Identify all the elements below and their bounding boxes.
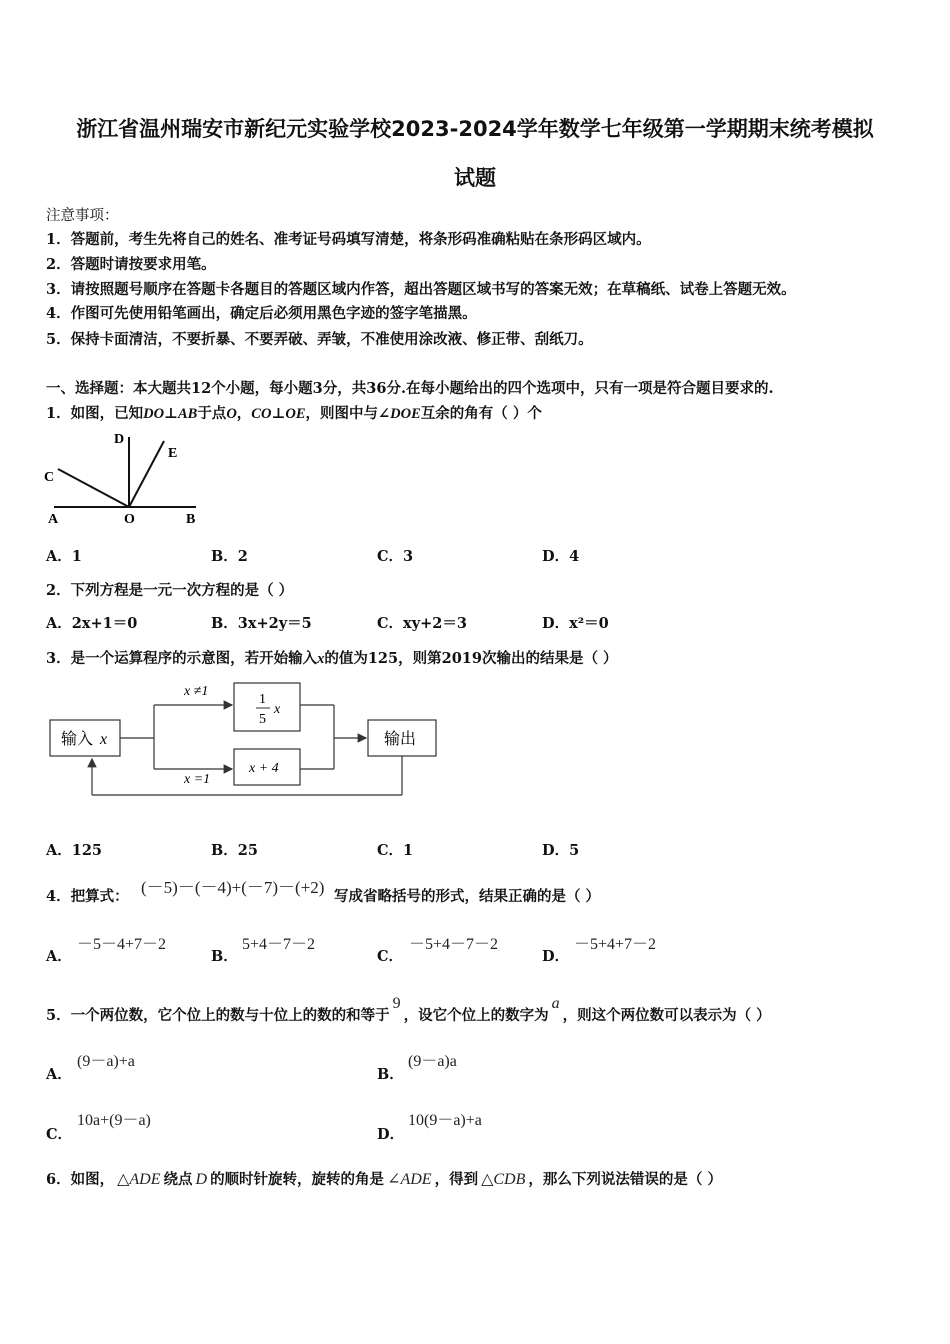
q3-option-a[interactable]: A．125 (46, 842, 103, 859)
q1-option-d[interactable]: D．4 (542, 548, 580, 565)
q3-var-x: x (317, 651, 325, 667)
q4-text-b: 写成省略括号的形式，结果正确的是（ ） (334, 888, 601, 905)
q2-d-label: D． (542, 615, 570, 632)
q5-option-b-expr: (9－a)a (408, 1053, 457, 1070)
q5-text-c: ，则这个两位数可以表示为（ ） (562, 1007, 771, 1024)
q5-nine: 9 (392, 995, 401, 1012)
q2-option-c[interactable] (377, 612, 467, 633)
question-6-stem (46, 1168, 722, 1189)
q6-text-c: 的顺时针旋转，旋转的角是 (210, 1171, 385, 1188)
q3-text-b: 的值为125，则第2019次输出的结果是（ ） (324, 650, 618, 667)
q5-option-c-label[interactable]: C． (46, 1126, 73, 1143)
question-3-stem (46, 647, 618, 668)
q1-label-e: E (168, 446, 178, 461)
q4-option-d-label[interactable]: D． (542, 948, 570, 965)
q1-text-g: ，则图中与∠ (305, 405, 391, 422)
q2-b-expr: 3x+2y＝5 (237, 615, 312, 632)
q3-input-label: 输入 (61, 731, 94, 748)
q5-option-d-label[interactable]: D． (377, 1126, 405, 1143)
q2-c-expr: xy+2＝3 (403, 615, 467, 632)
q1-text-i: 互余的角有（ ）个 (420, 405, 542, 422)
q3-input-var: x (100, 731, 108, 748)
q3-add-expr: x + 4 (249, 761, 279, 776)
q2-option-a[interactable] (46, 612, 137, 633)
q4-text-a: 4．把算式： (46, 888, 129, 905)
q4-option-c-expr: －5+4－7－2 (409, 936, 499, 953)
q2-a-expr: 2x+1＝0 (71, 615, 138, 632)
q2-option-b[interactable] (211, 612, 312, 633)
page-title-line2: 试题 (454, 166, 496, 190)
page-title-line1: 浙江省温州瑞安市新纪元实验学校2023-2024学年数学七年级第一学期期末统考模拟 (76, 117, 874, 141)
q1-option-b[interactable]: B．2 (211, 548, 248, 565)
question-5-stem (46, 995, 771, 1025)
q1-label-c: C (44, 470, 55, 485)
notice-item-1: 1．答题前，考生先将自己的姓名、准考证号码填写清楚，将条形码准确粘贴在条形码区域内。 (46, 231, 651, 248)
q1-option-c[interactable]: C．3 (377, 548, 414, 565)
q3-divide-box (234, 683, 300, 731)
q6-angle-ade: ∠ADE (387, 1171, 432, 1188)
q5-option-a-label[interactable]: A． (46, 1066, 72, 1083)
notice-item-5: 5．保持卡面清洁，不要折暴、不要弄破、弄皱，不准使用涂改液、修正带、刮纸刀。 (46, 331, 593, 348)
q3-option-c[interactable]: C．1 (377, 842, 414, 859)
q5-var-a: a (551, 995, 560, 1012)
q4-option-a-label[interactable]: A． (46, 948, 72, 965)
q6-triangle-ade: △ADE (117, 1171, 161, 1188)
q1-figure (40, 425, 220, 535)
q5-option-a-expr: (9－a)+a (77, 1053, 135, 1070)
q1-label-o: O (124, 512, 135, 527)
q1-point-o: O (226, 406, 237, 422)
q3-option-d[interactable]: D．5 (542, 842, 580, 859)
q1-text-a: 1．如图，已知 (46, 405, 144, 422)
q4-option-c-label[interactable]: C． (377, 948, 404, 965)
q3-frac-num: 1 (259, 692, 266, 707)
notice-item-4: 4．作图可先使用铅笔画出，确定后必须用黑色字迹的签字笔描黑。 (46, 305, 477, 322)
q4-expression: (－5)－(－4)+(－7)－(+2) (141, 878, 325, 897)
q2-a-label: A． (46, 615, 72, 632)
q1-option-a[interactable]: A．1 (46, 548, 82, 565)
q3-output-label: 输出 (384, 731, 417, 748)
q3-text-a: 3．是一个运算程序的示意图，若开始输入 (46, 650, 318, 667)
q1-label-d: D (114, 432, 125, 447)
q1-perp-1: DO⊥AB (143, 406, 198, 422)
q3-option-b[interactable]: B．25 (211, 842, 258, 859)
notice-item-2: 2．答题时请按要求用笔。 (46, 256, 216, 273)
q4-option-a-expr: －5－4+7－2 (77, 936, 167, 953)
q6-text-b: 绕点 (163, 1171, 193, 1188)
q6-text-d: ，得到 (434, 1171, 479, 1188)
notice-heading: 注意事项： (46, 208, 119, 224)
q6-triangle-cdb: △CDB (481, 1171, 526, 1188)
q4-option-d-expr: －5+4+7－2 (574, 936, 657, 953)
q3-flow-diagram (44, 675, 444, 800)
q1-angle: DOE (390, 406, 421, 422)
q5-option-c-expr: 10a+(9－a) (77, 1112, 151, 1129)
question-2-stem: 2．下列方程是一元一次方程的是（ ） (46, 582, 294, 599)
q1-label-a: A (48, 512, 59, 527)
q2-b-label: B． (211, 615, 238, 632)
q5-text-b: ，设它个位上的数字为 (403, 1007, 549, 1024)
q2-d-expr: x²＝0 (569, 615, 609, 632)
q1-text-e: ， (236, 405, 252, 422)
q5-option-b-label[interactable]: B． (377, 1066, 404, 1083)
question-1-stem (46, 402, 542, 423)
q4-option-b-label[interactable]: B． (211, 948, 238, 965)
section-heading: 一、选择题：本大题共12个小题，每小题3分，共36分.在每小题给出的四个选项中，只有一项是符合题目要求的. (46, 380, 774, 397)
q3-frac-den: 5 (259, 712, 266, 727)
q6-text-a: 6．如图， (46, 1171, 115, 1188)
q2-option-d[interactable] (542, 612, 609, 633)
q6-text-e: ，那么下列说法错误的是（ ） (528, 1171, 722, 1188)
q5-option-d-expr: 10(9－a)+a (408, 1112, 482, 1129)
notice-item-3: 3．请按照题号顺序在答题卡各题目的答题区域内作答，超出答题区域书写的答案无效；在草稿纸、试卷上答题无效。 (46, 281, 796, 298)
q3-cond-top: x ≠1 (184, 684, 209, 699)
q1-label-b: B (186, 512, 196, 527)
q2-c-label: C． (377, 615, 404, 632)
q1-perp-2: CO⊥OE (251, 406, 306, 422)
q1-text-c: 于点 (197, 405, 227, 422)
q3-frac-var: x (274, 702, 281, 717)
q6-point-d: D (195, 1171, 208, 1188)
q5-text-a: 5．一个两位数，它个位上的数与十位上的数的和等于 (46, 1007, 390, 1024)
q3-cond-bottom: x =1 (184, 772, 211, 787)
q4-option-b-expr: 5+4－7－2 (242, 936, 316, 953)
